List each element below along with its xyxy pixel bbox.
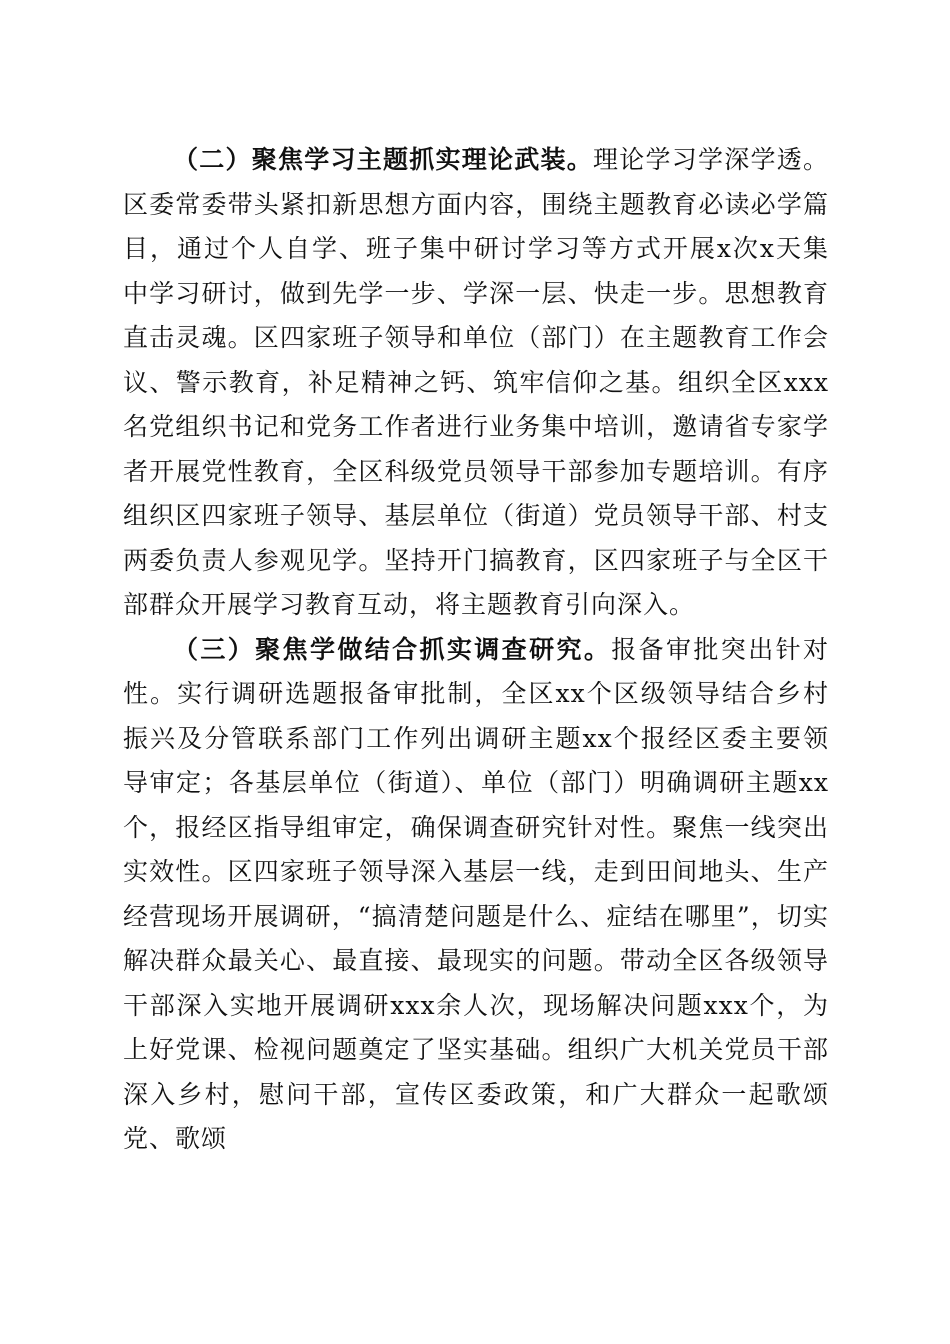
- paragraph-3-text: 报备审批突出针对性。实行调研选题报备审批制，全区xx个区级领导结合乡村振兴及分管联系部门工作列出调研主题xx个报经区委主要领导审定；各基层单位（街道）、单位（部门）明确调研主题xx个，报经区指导组审定，确保调查研究针对性。聚焦一线突出实效性。区四家班子领导深入基层一线，走到田间地头、生产经营现场开展调研，“搞清楚问题是什么、症结在哪里”，切实解决群众最关心、最直接、最现实的问题。带动全区各级领导干部深入实地开展调研xxx余人次，现场解决问题xxx个，为上好党课、检视问题奠定了坚实基础。组织广大机关党员干部深入乡村，慰问干部，宣传区委政策，和广大群众一起歌颂党、歌颂: [123, 634, 829, 1153]
- paragraph-2-heading: （二）聚焦学习主题抓实理论武装。: [173, 145, 593, 174]
- paragraph-3: [123, 628, 829, 1162]
- document-body: [123, 138, 829, 1162]
- paragraph-2-text: 理论学习学深学透。区委常委带头紧扣新思想方面内容，围绕主题教育必读必学篇目，通过个人自学、班子集中研讨学习等方式开展x次x天集中学习研讨，做到先学一步、学深一层、快走一步。思想教育直击灵魂。区四家班子领导和单位（部门）在主题教育工作会议、警示教育，补足精神之钙、筑牢信仰之基。组织全区xxx名党组织书记和党务工作者进行业务集中培训，邀请省专家学者开展党性教育，全区科级党员领导干部参加专题培训。有序组织区四家班子领导、基层单位（街道）党员领导干部、村支两委负责人参观见学。坚持开门搞教育，区四家班子与全区干部群众开展学习教育互动，将主题教育引向深入。: [123, 145, 829, 619]
- paragraph-3-heading: （三）聚焦学做结合抓实调查研究。: [173, 634, 612, 664]
- paragraph-2: [123, 138, 829, 628]
